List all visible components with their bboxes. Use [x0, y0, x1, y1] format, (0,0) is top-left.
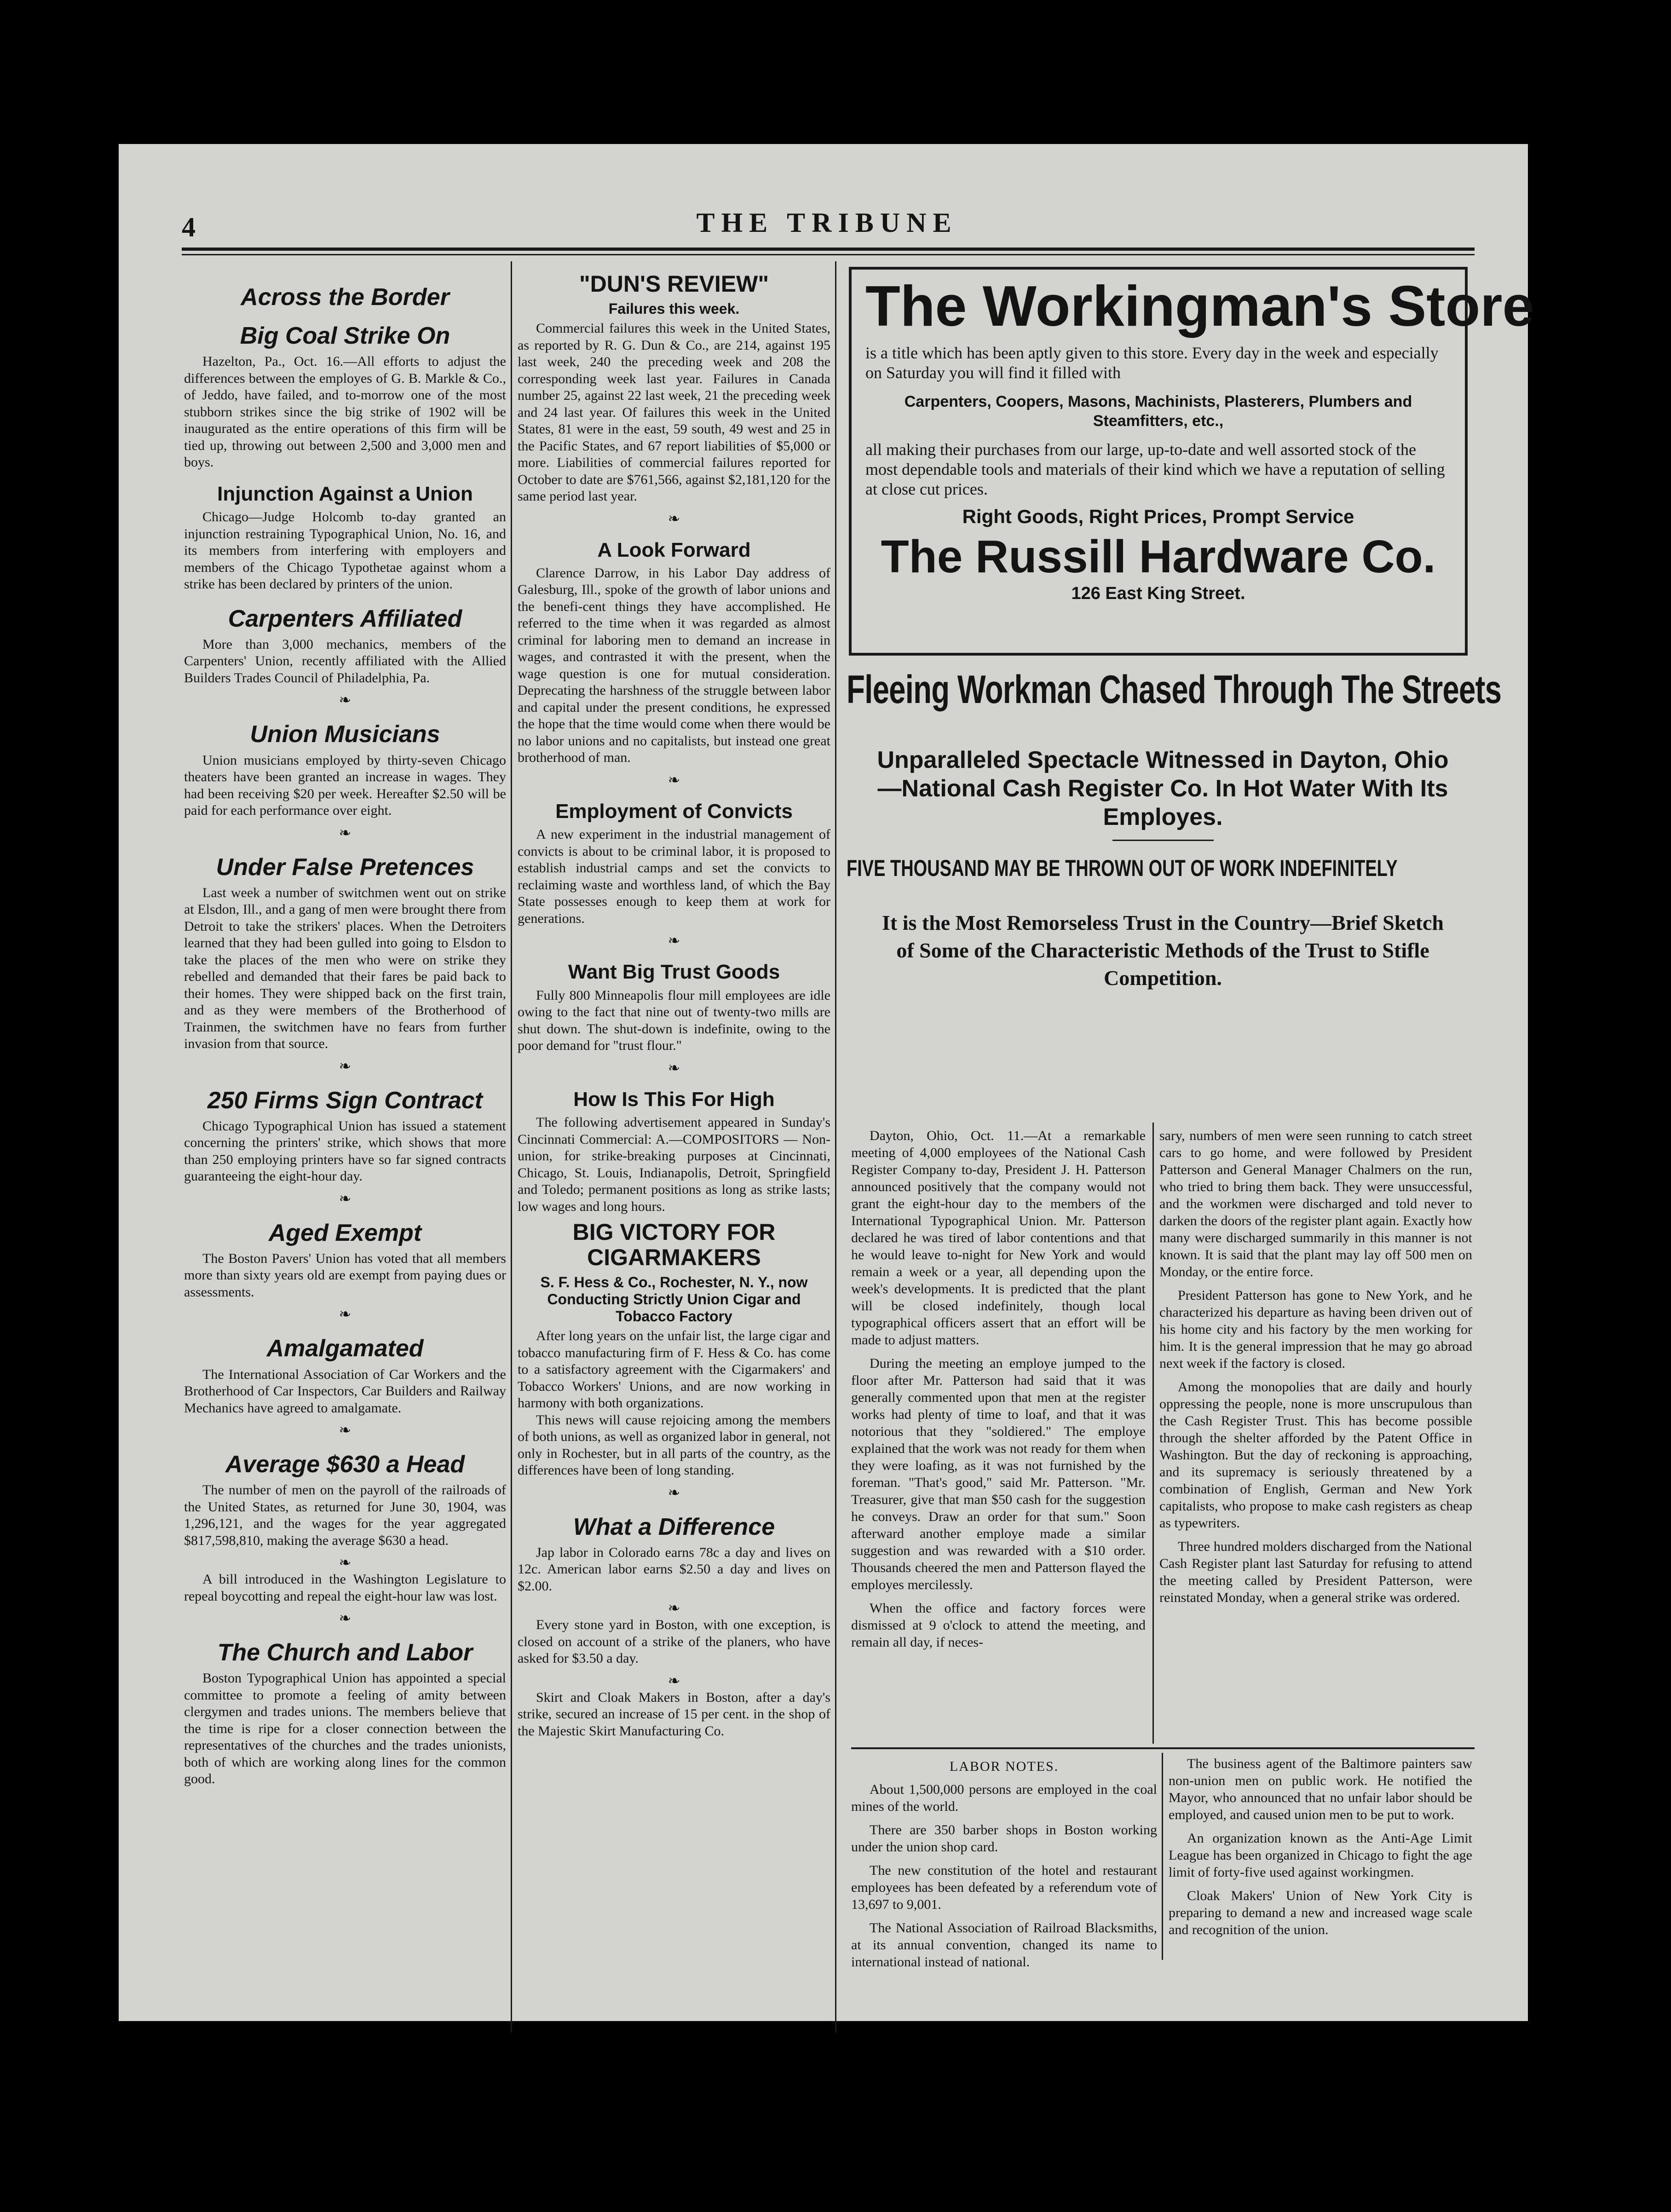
story-paragraph-b: President Patterson has gone to New York, and he characterized his departure as having been driven out of his home city and his factory by the men working for him. It is the general impression that he may go abroad next week if the factory is closed.: [1159, 1288, 1472, 1371]
ad-trades: Carpenters, Coopers, Masons, Machinists, Plasterers, Plumbers and Steamfitters, etc.,: [904, 393, 1412, 430]
story-paragraph-b: sary, numbers of men were seen running to catch street cars to go home, and were followed by President Patterson and General Manager Chalmers on the run, who tried to bring them back. They were unsuccessful, and the workmen were discharged and told never to darken the doors of the register plant again. Exactly how many were discharged summarily in this manner is not known. It is said that the plant may lay off 500 men on Monday, or the entire force.: [1159, 1128, 1472, 1279]
article-text: Chicago—Judge Holcomb to-day granted an injunction restraining Typographical Union, No. 16, and its members from interfering with employers and members of the Chicago Typothetae against whom a strike has been declared by printers of the union.: [184, 509, 506, 592]
ornament-separator: ❧: [668, 1600, 680, 1617]
article-heading: Aged Exempt: [268, 1219, 422, 1246]
column-divider-2: [835, 261, 836, 2033]
header-rule-bottom: [182, 254, 1475, 255]
article-text: Union musicians employed by thirty-seven Chicago theaters have been granted an increase in wages. They had been receiving $20 per week. Hereafter $2.50 will be paid for each performance over eight.: [184, 752, 506, 818]
hardware-store-advertisement: [849, 267, 1534, 656]
ornament-separator: ❧: [339, 1610, 351, 1627]
ornament-separator: ❧: [339, 691, 351, 709]
article-text: Boston Typographical Union has appointed a special committee to promote a feeling of amity between clergymen and trades unions. The members believe that the time is ripe for a closer connection between the representatives of the churches and the trades unionists, both of which are working along lines for the common good.: [184, 1671, 506, 1787]
article-heading: Want Big Trust Goods: [568, 961, 780, 984]
ad-title: The Workingman's Store: [865, 275, 1534, 338]
article-heading: Employment of Convicts: [555, 800, 793, 823]
ad-address: 126 East King Street.: [1071, 584, 1245, 603]
story-column-b: [1159, 1127, 1472, 1744]
article-text: Jap labor in Colorado earns 78c a day and lives on 12c. American labor earns $2.50 a day and lives on $2.00.: [518, 1544, 830, 1594]
header-rule-top: [182, 248, 1475, 251]
article-text: Last week a number of switchmen went out on strike at Elsdon, Ill., and a gang of men were brought there from Detroit to take the strikers' places. When the Detroiters learned that they had been gulled into going to Elsdon to take the places of the men who were on strike they rebelled and demanded that their fares be paid back to their homes. They were shipped back on the first train, and as they were members of the Brotherhood of Trainmen, the switchmen have no fears from further invasion from that source.: [184, 885, 506, 1052]
article-heading: Union Musicians: [250, 721, 440, 748]
ad-company-name: The Russill Hardware Co.: [881, 531, 1436, 582]
article-heading: "DUN'S REVIEW": [579, 271, 769, 297]
story-column-divider: [1152, 1123, 1154, 1744]
article-heading: The Church and Labor: [217, 1639, 473, 1666]
story-paragraph: Dayton, Ohio, Oct. 11.—At a remarkable meeting of 4,000 employees of the National Cash Register Company to-day, President J. H. Patterson announced positively that the company would not grant the eight-hour day to the members of the International Typographical Union. Mr. Patterson declared he was tired of labor contentions and that he would leave to-night for New York and would remain a week or a year, all depending upon the week's developments. It is predicted that the plant will be closed indefinitely, though local typographical officers assert that an effort will be made to adjust matters.: [851, 1128, 1146, 1348]
ad-slogan: Right Goods, Right Prices, Prompt Service: [962, 506, 1354, 527]
labor-notes-column-b: [1169, 1755, 1472, 1985]
ornament-separator: ❧: [339, 824, 351, 841]
ornament-separator: ❧: [668, 1484, 680, 1501]
article-text: Every stone yard in Boston, with one exception, is closed on account of a strike of the planers, who have asked for $3.50 a day.: [518, 1617, 830, 1666]
ornament-separator: ❧: [339, 1422, 351, 1439]
article-heading: What a Difference: [573, 1513, 775, 1540]
article-heading: Big Coal Strike On: [240, 323, 450, 350]
article-text: Clarence Darrow, in his Labor Day address of Galesburg, Ill., spoke of the growth of labor unions and the benefi-cent things they have accomplished. He referred to the time when it was regarded as almost criminal for laboring men to demand an increase in wages, and contrasted it with the present, when the wage question is one for mutual consideration. Deprecating the harshness of the struggle between labor and capital under the present conditions, he expressed the hope that the time would come when there would be no labor unions and no capitalists, but instead one great brotherhood of man.: [518, 565, 830, 766]
ornament-separator: ❧: [339, 1057, 351, 1074]
article-text: The International Association of Car Workers and the Brotherhood of Car Inspectors, Car Builders and Railway Mechanics have agreed to amalgamate.: [184, 1366, 506, 1416]
story-paragraph-b: Three hundred molders discharged from the National Cash Register plant last Saturday for refusing to attend the meeting called by President Patterson, were reinstated Monday, when a general strike was ordered.: [1159, 1539, 1472, 1605]
labor-note: The business agent of the Baltimore painters saw non-union men on public work. He notified the Mayor, who announced that no unfair labor should be employed, and caused union men to be put to work.: [1169, 1756, 1472, 1822]
article-text: The Boston Pavers' Union has voted that all members more than sixty years old are exempt from paying dues or assessments.: [184, 1250, 506, 1300]
article-heading: Amalgamated: [266, 1335, 424, 1362]
newspaper-title: THE TRIBUNE: [696, 207, 958, 238]
article-heading: How Is This For High: [573, 1088, 775, 1111]
article-text: Fully 800 Minneapolis flour mill employees are idle owing to the fact that nine out of twenty-two mills are shut down. The shut-down is indefinite, owing to the poor demand for "trust flour.": [518, 987, 830, 1054]
article-heading: Under False Pretences: [216, 853, 474, 881]
labor-note: There are 350 barber shops in Boston working under the union shop card.: [851, 1822, 1157, 1855]
article-heading: A Look Forward: [597, 538, 751, 561]
article-text: Chicago Typographical Union has issued a statement concerning the printers' strike, which shows that more than 250 employing printers have so far signed contracts guaranteeing the eight-hour day.: [184, 1118, 506, 1184]
ornament-separator: ❧: [668, 510, 680, 527]
labor-notes-divider: [1162, 1753, 1163, 1960]
article-text: A new experiment in the industrial management of convicts is about to be criminal labor, it is proposed to establish industrial camps and set the convicts to reclaiming waste and worthless land, of which the Bay State possesses enough to keep them at work for generations.: [518, 827, 830, 926]
column-divider-1: [511, 261, 512, 2033]
story-bottom-rule: [851, 1747, 1475, 1749]
ad-intro: is a title which has been aptly given to this store. Every day in the week and especially on Saturday you will find it filled with: [865, 344, 1439, 382]
story-paragraph: When the office and factory forces were dismissed at 9 o'clock to attend the meeting, and remain all day, if neces-: [851, 1601, 1146, 1650]
article-text: The number of men on the payroll of the railroads of the United States, as returned for June 30, 1904, was 1,296,121, and the wages for the year aggregated $817,598,810, making the average $630 a head.: [184, 1482, 506, 1548]
ornament-separator: ❧: [339, 1554, 351, 1571]
article-text: Skirt and Cloak Makers in Boston, after a day's strike, secured an increase of 15 per cent. in the shop of the Majestic Skirt Manufacturing Co.: [518, 1689, 830, 1739]
article-heading: BIG VICTORY FOR CIGARMAKERS: [572, 1219, 776, 1271]
article-text: More than 3,000 mechanics, members of the Carpenters' Union, recently affiliated with the Allied Builders Trades Council of Philadelphia, Pa.: [184, 636, 506, 685]
ornament-separator: ❧: [339, 1190, 351, 1207]
ornament-separator: ❧: [668, 1672, 680, 1689]
ornament-separator: ❧: [668, 1059, 680, 1076]
page-number: 4: [182, 212, 196, 242]
article-subheading: S. F. Hess & Co., Rochester, N. Y., now Conducting Strictly Union Cigar and Tobacco Factory: [540, 1274, 808, 1325]
article-text: Hazelton, Pa., Oct. 16.—All efforts to adjust the differences between the employes of G. B. Markle & Co., of Jeddo, have failed, and to-morrow one of the most stubborn strikes since the big strike of 1902 will be inaugurated as the entire operations of this firm will be tied up, throwing out between 2,500 and 3,000 men and boys.: [184, 354, 506, 470]
article-text: A bill introduced in the Washington Legislature to repeal boycotting and repeal the eight-hour law was lost.: [184, 1572, 506, 1604]
story-deck-3: It is the Most Remorseless Trust in the Country—Brief Sketch of Some of the Characteristic Methods of the Trust to Stifle Competition.: [882, 911, 1444, 990]
story-deck-1: Unparalleled Spectacle Witnessed in Dayton, Ohio—National Cash Register Co. In Hot Water With Its Employes.: [877, 747, 1449, 830]
deck-rule: [1112, 840, 1214, 841]
labor-note: The new constitution of the hotel and restaurant employees has been defeated by a referendum vote of 13,697 to 9,001.: [851, 1863, 1157, 1912]
main-story-heading: [847, 662, 1502, 1141]
article-subheading: Failures this week.: [608, 300, 740, 317]
article-heading: Average $630 a Head: [225, 1451, 465, 1478]
labor-note: An organization known as the Anti-Age Limit League has been organized in Chicago to fight the age limit of forty-five used against workingmen.: [1169, 1831, 1472, 1880]
story-column-a: [851, 1127, 1146, 1744]
article-text: After long years on the unfair list, the large cigar and tobacco manufacturing firm of F. Hess & Co. has come to a satisfactory agreement with the Cigarmakers' and Tobacco Workers' Unions, and are now working in harmony with both organizations.: [518, 1328, 830, 1411]
column-2: [518, 267, 830, 2033]
ornament-separator: ❧: [668, 932, 680, 949]
story-headline: Fleeing Workman Chased Through The Streets: [847, 668, 1502, 712]
article-heading: Injunction Against a Union: [217, 482, 473, 505]
article-heading: Across the Border: [241, 284, 449, 311]
labor-notes-title: LABOR NOTES.: [949, 1759, 1059, 1774]
labor-notes-column-a: [851, 1755, 1157, 1985]
labor-note: The National Association of Railroad Blacksmiths, at its annual convention, changed its name to international instead of national.: [851, 1920, 1157, 1970]
article-text: Commercial failures this week in the United States, as reported by R. G. Dun & Co., are 214, against 195 last week, 240 the preceding week and 208 the corresponding week last year. Failures in Canada number 25, against 22 last week, 21 the preceding week and 24 last year. Of failures this week in the United States, 81 were in the east, 59 south, 49 west and 25 in the Pacific States, and 67 report liabilities of $5,000 or more. Liabilities of commercial failures reported for October to date are $761,566, against $2,181,120 for the same period last year.: [518, 321, 830, 504]
article-heading: Carpenters Affiliated: [228, 605, 462, 632]
ornament-separator: ❧: [668, 771, 680, 788]
column-1: [184, 271, 506, 2033]
ad-body: all making their purchases from our large, up-to-date and well assorted stock of the most dependable tools and materials of their kind which we have a reputation of selling at close cut prices.: [865, 440, 1445, 498]
article-heading: 250 Firms Sign Contract: [207, 1087, 483, 1114]
article-text: The following advertisement appeared in Sunday's Cincinnati Commercial: A.—COMPOSITORS — Non-union, for strike-breaking purposes at Cincinnati, Chicago, St. Louis, Indianapolis, Detroit, Springfield and Toledo; permanent positions as long as strike lasts; low wages and long hours.: [518, 1115, 830, 1214]
article-text: This news will cause rejoicing among the members of both unions, as well as organized labor in general, not only in Rochester, but in all parts of the country, as the differences have been of long standing.: [518, 1412, 830, 1478]
labor-note: About 1,500,000 persons are employed in the coal mines of the world.: [851, 1782, 1157, 1814]
ornament-separator: ❧: [339, 1306, 351, 1323]
story-paragraph-b: Among the monopolies that are daily and hourly oppressing the people, none is more unscrupulous than the Cash Register Trust. This has become possible through the shelter afforded by the Patent Office in Washington. But the day of reckoning is approaching, and its supremacy is seriously threatened by a combination of English, German and New York capitalists, who propose to make cash registers as cheap as typewriters.: [1159, 1379, 1472, 1531]
story-paragraph: During the meeting an employe jumped to the floor after Mr. Patterson had said that it was generally commented upon that men at the register works had plenty of time to loaf, and that it was notorious that they "soldiered." The employe explained that the work was not ready for them when they were loafing, as it was not furnished by the foreman. "That's good," said Mr. Patterson. "Mr. Treasurer, give that man $50 cash for the suggestion he conveys. Draw an order for that sum." Soon afterward another employe made a similar suggestion and was rewarded with a $10 order. Thousands cheered the men and Patterson flayed the employes mercilessly.: [851, 1356, 1146, 1592]
story-deck-2: FIVE THOUSAND MAY BE THROWN OUT OF WORK INDEFINITELY: [847, 855, 1398, 881]
labor-note: Cloak Makers' Union of New York City is preparing to demand a new and increased wage scale and recognition of the union.: [1169, 1888, 1472, 1937]
